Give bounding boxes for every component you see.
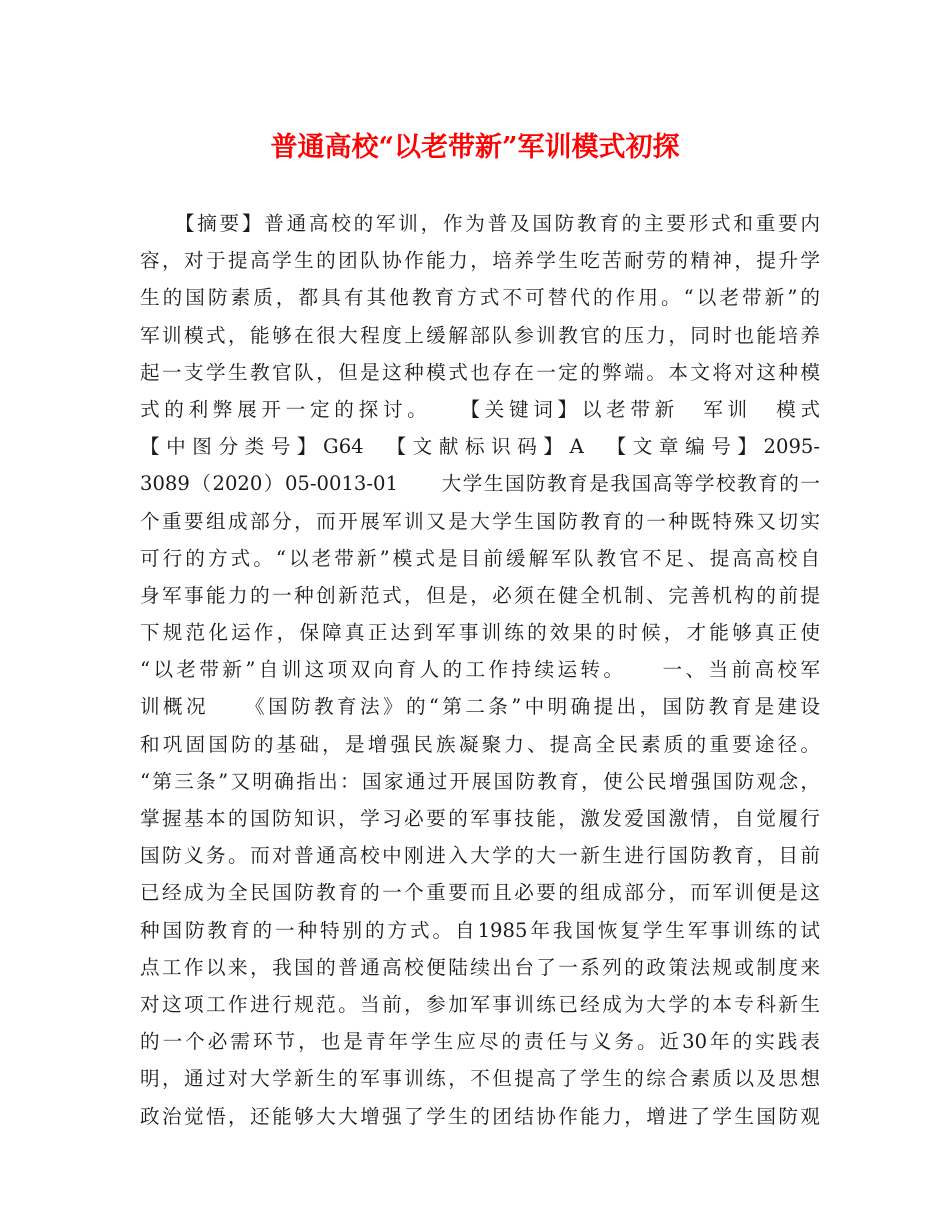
text-line: 对这项工作进行规范。当前，参加军事训练已经成为大学的本专科新生 <box>140 992 820 1016</box>
text-line: 掌握基本的国防知识，学习必要的军事技能，激发爱国激情，自觉履行 <box>140 807 820 830</box>
text-line: 军训模式，能够在很大程度上缓解部队参训教官的压力，同时也能培养 <box>140 323 820 347</box>
text-line: 下规范化运作，保障真正达到军事训练的效果的时候，才能够真正使 <box>140 621 820 645</box>
text-line: 可行的方式。“以老带新”模式是目前缓解军队教官不足、提高高校自 <box>140 546 820 570</box>
text-line: 训概况 《国防教育法》的“第二条”中明确提出，国防教育是建设 <box>140 695 820 719</box>
document-body <box>140 205 820 1135</box>
text-line: 政治觉悟，还能够大大增强了学生的团结协作能力，增进了学生国防观 <box>140 1104 820 1128</box>
text-line: 生的国防素质，都具有其他教育方式不可替代的作用。“以老带新”的 <box>140 286 820 310</box>
text-line: 明，通过对大学新生的军事训练，不但提高了学生的综合素质以及思想 <box>140 1067 820 1091</box>
text-line: 国防义务。而对普通高校中刚进入大学的大一新生进行国防教育，目前 <box>140 844 820 868</box>
text-line: 【中图分类号】G64 【文献标识码】A 【文章编号】2095- <box>140 435 820 459</box>
text-line: 种国防教育的一种特别的方式。自1985年我国恢复学生军事训练的试 <box>140 918 820 942</box>
text-line: 【摘要】普通高校的军训，作为普及国防教育的主要形式和重要内 <box>140 212 820 235</box>
document-title: 普通高校“以老带新”军训模式初探 <box>270 132 680 163</box>
text-line: 起一支学生教官队，但是这种模式也存在一定的弊端。本文将对这种模 <box>140 360 820 384</box>
text-line: 式的利弊展开一定的探讨。 【关键词】以老带新 军训 模式 <box>140 397 820 421</box>
text-line: 容，对于提高学生的团队协作能力，培养学生吃苦耐劳的精神，提升学 <box>140 249 820 273</box>
text-line: 点工作以来，我国的普通高校便陆续出台了一系列的政策法规或制度来 <box>140 955 820 979</box>
text-line: 和巩固国防的基础，是增强民族凝聚力、提高全民素质的重要途径。 <box>140 732 820 756</box>
text-line: “第三条”又明确指出：国家通过开展国防教育，使公民增强国防观念， <box>140 769 820 793</box>
text-line: 身军事能力的一种创新范式，但是，必须在健全机制、完善机构的前提 <box>140 583 820 607</box>
text-line: 的一个必需环节，也是青年学生应尽的责任与义务。近30年的实践表 <box>140 1030 820 1054</box>
text-line: “以老带新”自训这项双向育人的工作持续运转。 一、当前高校军 <box>140 658 820 682</box>
text-line: 已经成为全民国防教育的一个重要而且必要的组成部分，而军训便是这 <box>140 881 820 905</box>
text-line: 3089（2020）05-0013-01 大学生国防教育是我国高等学校教育的一 <box>140 472 820 496</box>
text-line: 个重要组成部分，而开展军训又是大学生国防教育的一种既特殊又切实 <box>140 509 820 533</box>
